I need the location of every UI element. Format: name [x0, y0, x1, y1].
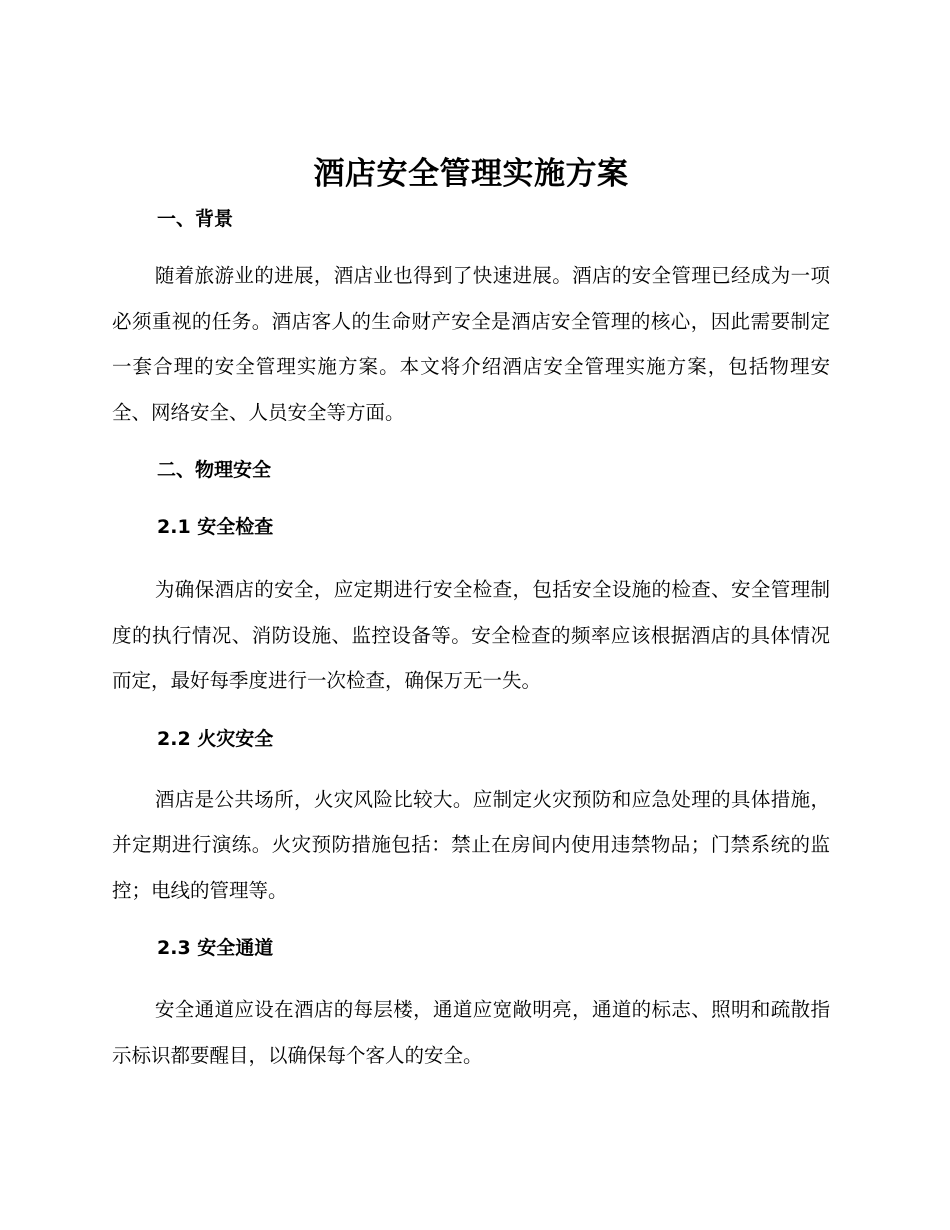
subsection-heading-safety-passage: 2.3 安全通道 — [157, 937, 274, 959]
fire-safety-paragraph: 酒店是公共场所，火灾风险比较大。应制定火灾预防和应急处理的具体措施，并定期进行演练。火灾预防措施包括：禁止在房间内使用违禁物品；门禁系统的监控；电线的管理等。 — [112, 787, 830, 902]
background-paragraph: 随着旅游业的进展，酒店业也得到了快速进展。酒店的安全管理已经成为一项必须重视的任务。酒店客人的生命财产安全是酒店安全管理的核心，因此需要制定一套合理的安全管理实施方案。本文将介绍酒店安全管理实施方案，包括物理安全、网络安全、人员安全等方面。 — [112, 264, 830, 424]
subsection-heading-fire-safety: 2.2 火灾安全 — [157, 727, 274, 750]
safety-passage-paragraph: 安全通道应设在酒店的每层楼，通道应宽敞明亮，通道的标志、照明和疏散指示标识都要醒目，以确保每个客人的安全。 — [112, 998, 830, 1067]
safety-inspection-paragraph: 为确保酒店的安全，应定期进行安全检查，包括安全设施的检查、安全管理制度的执行情况、消防设施、监控设备等。安全检查的频率应该根据酒店的具体情况而定，最好每季度进行一次检查，确保万无一失。 — [112, 578, 830, 692]
section-heading-background: 一、背景 — [157, 208, 234, 230]
section-heading-physical-security: 二、物理安全 — [157, 459, 272, 481]
document-title: 酒店安全管理实施方案 — [313, 156, 629, 192]
subsection-heading-safety-inspection: 2.1 安全检查 — [157, 516, 274, 538]
